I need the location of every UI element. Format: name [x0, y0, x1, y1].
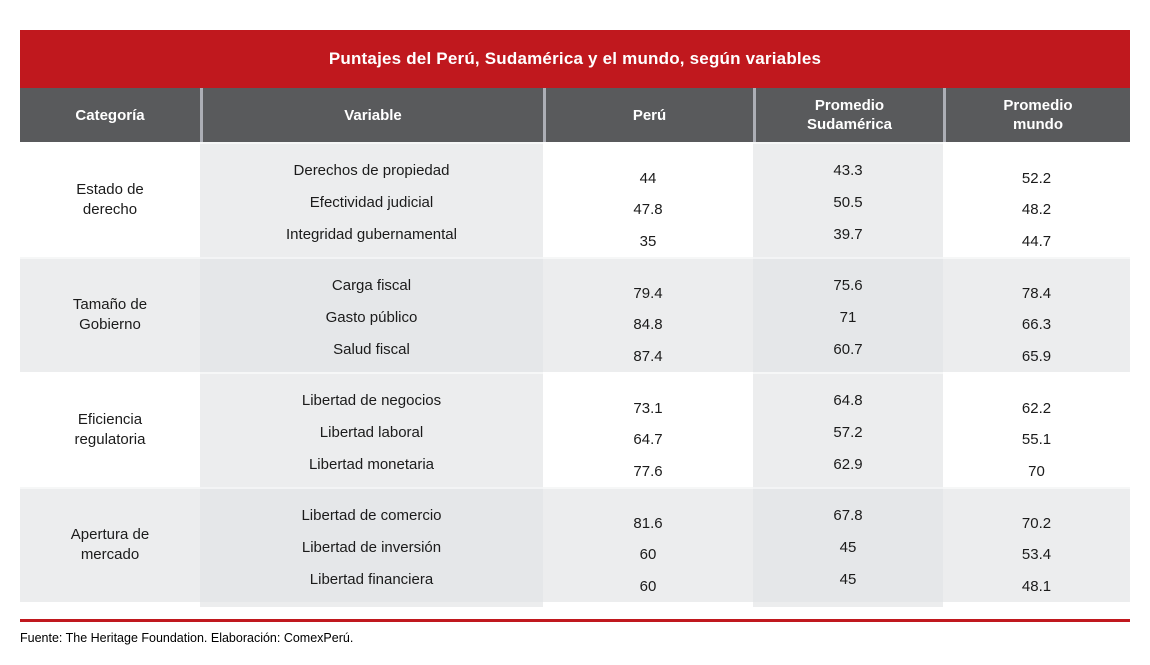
- mundo-value: 55.1: [1021, 431, 1052, 449]
- peru-value: 60: [639, 546, 657, 564]
- variable-cell: [200, 142, 543, 257]
- sudamerica-value: 75.6: [833, 276, 863, 294]
- sudamerica-value: 39.7: [833, 225, 863, 243]
- sudamerica-value: 60.7: [833, 340, 863, 358]
- peru-values-cell: [543, 257, 753, 372]
- column-header-categoria: Categoría: [75, 106, 145, 124]
- mundo-value: 44.7: [1021, 232, 1052, 250]
- variable-label: Libertad de negocios: [301, 391, 442, 409]
- sudamerica-value: 45: [839, 538, 857, 556]
- mundo-value: 70: [1028, 462, 1045, 480]
- table-title: Puntajes del Perú, Sudamérica y el mundo, según variables: [328, 49, 822, 68]
- category-group-apertura-de-mercado: [20, 487, 1130, 602]
- variable-label: Libertad de inversión: [301, 538, 442, 556]
- sudamerica-value: 43.3: [833, 161, 863, 179]
- mundo-value: 66.3: [1021, 316, 1052, 334]
- table-bottom-strip: [20, 602, 1130, 607]
- mundo-values-cell: [943, 142, 1130, 257]
- variable-label: Libertad laboral: [319, 423, 424, 441]
- variable-cell: [200, 372, 543, 487]
- sudamerica-values-cell: [753, 372, 943, 487]
- mundo-value: 48.1: [1021, 577, 1052, 595]
- sudamerica-value: 64.8: [833, 391, 863, 409]
- mundo-value: 48.2: [1021, 201, 1052, 219]
- table-title-bar: [20, 30, 1130, 88]
- sudamerica-value: 71: [839, 308, 857, 326]
- category-group-eficiencia-regulatoria: [20, 372, 1130, 487]
- mundo-values-cell: [943, 372, 1130, 487]
- variable-cell: [200, 487, 543, 602]
- variable-label: Gasto público: [325, 308, 418, 326]
- sudamerica-value: 50.5: [833, 193, 863, 211]
- bottom-strip-cell: [753, 602, 943, 607]
- mundo-value: 52.2: [1021, 170, 1052, 188]
- peru-value: 64.7: [633, 431, 663, 449]
- peru-values-cell: [543, 142, 753, 257]
- category-cell: Apertura de mercado: [20, 487, 200, 602]
- peru-value: 60: [639, 577, 657, 595]
- sudamerica-values-cell: [753, 257, 943, 372]
- variable-label: Efectividad judicial: [309, 193, 434, 211]
- bottom-strip-cell: [543, 602, 753, 607]
- variable-label: Carga fiscal: [331, 276, 412, 294]
- table-header-row: [20, 88, 1130, 142]
- sudamerica-value: 45: [839, 570, 857, 588]
- category-cell: Eficiencia regulatoria: [74, 410, 146, 448]
- sudamerica-values-cell: [753, 487, 943, 602]
- peru-value: 87.4: [633, 347, 663, 365]
- category-cell: Estado de derecho: [76, 180, 144, 218]
- mundo-value: 78.4: [1021, 285, 1052, 303]
- mundo-value: 62.2: [1021, 400, 1052, 418]
- variable-label: Libertad monetaria: [308, 455, 435, 473]
- peru-value: 79.4: [633, 285, 663, 303]
- mundo-value: 53.4: [1021, 546, 1052, 564]
- column-header-promedio-mundo: Promedio mundo: [943, 88, 1130, 142]
- mundo-values-cell: [943, 257, 1130, 372]
- mundo-value: 70.2: [1021, 515, 1052, 533]
- variable-label: Libertad de comercio: [301, 506, 442, 524]
- peru-value: 77.6: [633, 462, 663, 480]
- sudamerica-value: 67.8: [833, 506, 863, 524]
- source-note: Fuente: The Heritage Foundation. Elaboración: ComexPerú.: [20, 631, 354, 645]
- variable-label: Integridad gubernamental: [286, 225, 457, 243]
- peru-value: 44: [639, 170, 657, 188]
- peru-value: 81.6: [633, 515, 663, 533]
- column-header-variable: Variable: [200, 88, 543, 142]
- bottom-strip-cell: [200, 602, 543, 607]
- peru-value: 73.1: [633, 400, 663, 418]
- mundo-value: 65.9: [1021, 347, 1052, 365]
- sudamerica-value: 62.9: [833, 455, 863, 473]
- bottom-strip-cell: [20, 602, 200, 607]
- variable-label: Salud fiscal: [333, 340, 410, 358]
- variable-cell: [200, 257, 543, 372]
- category-group-estado-de-derecho: [20, 142, 1130, 257]
- column-header-peru: Perú: [543, 88, 753, 142]
- sudamerica-values-cell: [753, 142, 943, 257]
- category-cell: Tamaño de Gobierno: [20, 257, 200, 372]
- sudamerica-value: 57.2: [833, 423, 863, 441]
- footer-rule: [20, 619, 1130, 622]
- column-header-promedio-sudamerica: Promedio Sudamérica: [753, 88, 943, 142]
- peru-values-cell: [543, 487, 753, 602]
- category-group-tamano-de-gobierno: [20, 257, 1130, 372]
- peru-value: 35: [639, 232, 657, 250]
- peru-value: 84.8: [633, 316, 663, 334]
- variable-label: Libertad financiera: [309, 570, 434, 588]
- mundo-values-cell: [943, 487, 1130, 602]
- peru-values-cell: [543, 372, 753, 487]
- variable-label: Derechos de propiedad: [293, 161, 450, 179]
- bottom-strip-cell: [943, 602, 1130, 607]
- scores-table: [20, 30, 1130, 607]
- peru-value: 47.8: [633, 201, 663, 219]
